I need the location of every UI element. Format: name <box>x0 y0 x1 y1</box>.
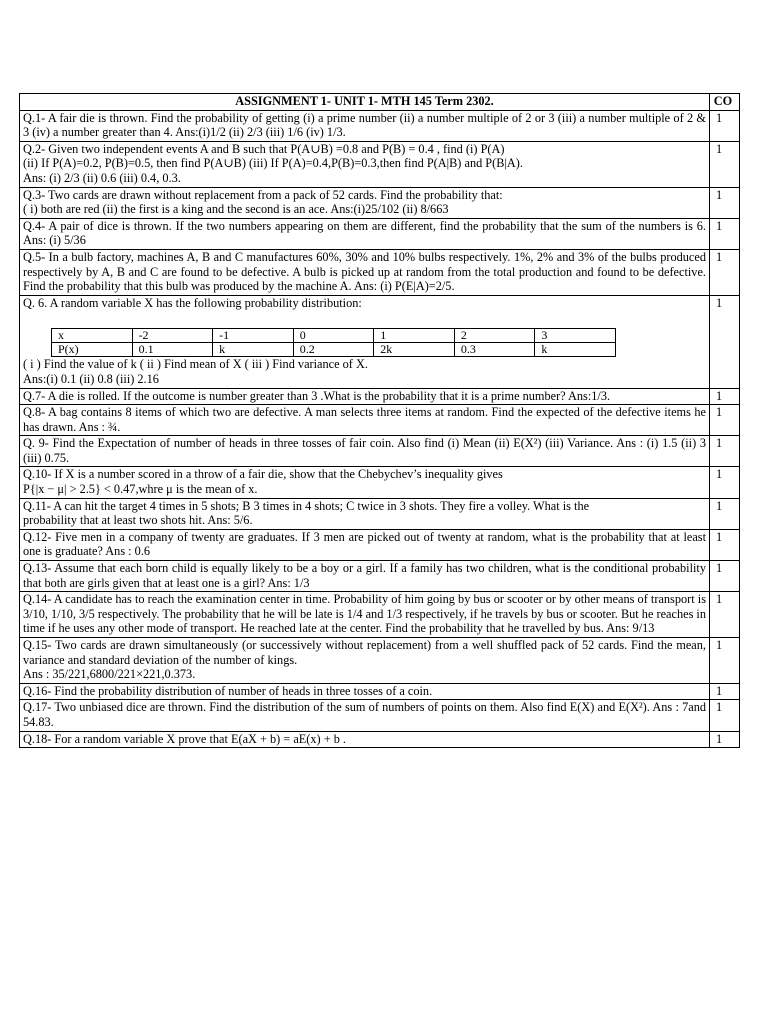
question-cell <box>20 700 710 731</box>
question-row <box>20 561 740 592</box>
question-text: Q.5- In a bulb factory, machines A, B and C manufactures 60%, 30% and 10% bulbs respectively. 1%, 2% and 3% of the bulbs produced respectively by A, B and C are found to be defective. A bulb is picked up at random from the total production and found to be defective. Find the probability that this bulb was produced by the machine A. Ans: (i) P(E|A)=2/5. <box>23 249 706 294</box>
question-row <box>20 700 740 731</box>
question-text: Q.1- A fair die is thrown. Find the probability of getting (i) a prime number (ii) a number multiple of 2 or 3 (iii) a number multiple of 2 & 3 (iv) a number greater than 4. Ans:(i)1/2 (ii) 2/3 (iii) 1/6 (iv) 1/3. <box>23 110 706 140</box>
distribution-cell: k <box>535 343 616 357</box>
question-row <box>20 218 740 249</box>
co-value: 1 <box>710 110 740 141</box>
question-text: Ans: (i) 2/3 (ii) 0.6 (iii) 0.4, 0.3. <box>23 170 181 185</box>
question-text: Q.18- For a random variable X prove that E(aX + b) = aE(x) + b . <box>23 731 347 746</box>
distribution-cell: -1 <box>213 329 294 343</box>
distribution-cell: 2 <box>454 329 535 343</box>
question-text: Q.11- A can hit the target 4 times in 5 shots; B 3 times in 4 shots; C twice in 3 shots. They fire a volley. What is the <box>23 498 590 513</box>
question-cell <box>20 592 710 638</box>
question-row <box>20 592 740 638</box>
question-text: Q.15- Two cards are drawn simultaneously (or successively without replacement) from a well shuffled pack of 52 cards. Find the mean, variance and standard deviation of the number of kings. <box>23 638 706 667</box>
question-text: Q.4- A pair of dice is thrown. If the two numbers appearing on them are different, find the probability that the sum of the numbers is 6. Ans: (i) 5/36 <box>23 218 706 248</box>
question-cell <box>20 388 710 405</box>
co-value: 1 <box>710 467 740 498</box>
question-cell <box>20 529 710 560</box>
distribution-cell: 0 <box>293 329 374 343</box>
question-text: Q.16- Find the probability distribution of number of heads in three tosses of a coin. <box>23 683 433 698</box>
question-row <box>20 498 740 529</box>
distribution-cell: 1 <box>374 329 455 343</box>
table-header-row <box>20 94 740 111</box>
distribution-row <box>52 343 616 357</box>
co-value: 1 <box>710 218 740 249</box>
question-text: P{|x − μ| > 2.5} < 0.47,whre μ is the mean of x. <box>23 482 258 497</box>
distribution-cell: 0.1 <box>132 343 213 357</box>
question-cell <box>20 141 710 187</box>
co-value: 1 <box>710 498 740 529</box>
question-cell <box>20 498 710 529</box>
distribution-cell: -2 <box>132 329 213 343</box>
question-cell <box>20 467 710 498</box>
co-column-header: CO <box>710 94 740 111</box>
question-row <box>20 249 740 295</box>
question-text: Ans:(i) 0.1 (ii) 0.8 (iii) 2.16 <box>23 371 159 386</box>
co-value: 1 <box>710 295 740 388</box>
question-text: (ii) If P(A)=0.2, P(B)=0.5, then find P(A∪B) (iii) If P(A)=0.4,P(B)=0.3,then find P(A|B) and P(B|A). <box>23 156 523 171</box>
co-value: 1 <box>710 249 740 295</box>
question-cell <box>20 405 710 436</box>
question-cell <box>20 187 710 218</box>
assignment-table <box>19 93 740 748</box>
question-row <box>20 436 740 467</box>
assignment-title: ASSIGNMENT 1- UNIT 1- MTH 145 Term 2302. <box>20 94 710 111</box>
question-text: ( i ) Find the value of k ( ii ) Find mean of X ( iii ) Find variance of X. <box>23 357 368 372</box>
question-row <box>20 683 740 700</box>
distribution-cell: x <box>52 329 133 343</box>
question-row <box>20 467 740 498</box>
co-value: 1 <box>710 187 740 218</box>
question-row <box>20 187 740 218</box>
co-value: 1 <box>710 592 740 638</box>
question-text: Q.7- A die is rolled. If the outcome is number greater than 3 .What is the probability that it is a prime number? Ans:1/3. <box>23 388 611 403</box>
co-value: 1 <box>710 731 740 748</box>
co-value: 1 <box>710 405 740 436</box>
distribution-cell: 0.2 <box>293 343 374 357</box>
distribution-row <box>52 329 616 343</box>
question-row <box>20 405 740 436</box>
question-row <box>20 110 740 141</box>
question-cell <box>20 561 710 592</box>
question-text: Ans : 35/221,6800/221×221,0.373. <box>23 667 196 682</box>
question-cell <box>20 110 710 141</box>
question-text: probability that at least two shots hit. Ans: 5/6. <box>23 513 253 528</box>
probability-distribution-table <box>51 328 616 357</box>
question-text: Q. 9- Find the Expectation of number of heads in three tosses of fair coin. Also find (i) Mean (ii) E(X²) (iii) Variance. Ans : (i) 1.5 (ii) 3 (iii) 0.75. <box>23 436 706 465</box>
question-cell <box>20 683 710 700</box>
co-value: 1 <box>710 561 740 592</box>
question-text: Q.12- Five men in a company of twenty are graduates. If 3 men are picked out of twenty at random, what is the probability that at least one is graduate? Ans : 0.6 <box>23 529 706 559</box>
question-text: Q.2- Given two independent events A and B such that P(A∪B) =0.8 and P(B) = 0.4 , find (i) P(A) <box>23 141 505 156</box>
question-row <box>20 638 740 684</box>
question-text: Q.10- If X is a number scored in a throw of a fair die, show that the Chebychev’s inequality gives <box>23 467 503 482</box>
question-cell <box>20 436 710 467</box>
question-cell <box>20 638 710 684</box>
co-value: 1 <box>710 700 740 731</box>
question-cell <box>20 731 710 748</box>
question-row <box>20 388 740 405</box>
question-row <box>20 529 740 560</box>
co-value: 1 <box>710 141 740 187</box>
distribution-cell: P(x) <box>52 343 133 357</box>
question-row <box>20 141 740 187</box>
question-text: Q.14- A candidate has to reach the examination center in time. Probability of him going by bus or scooter or by other means of transport is 3/10, 1/10, 3/5 respectively. The probability that he will be late is 1/4 and 1/3 respectively, if he travels by bus or scooter. But he reaches in time if he uses any other mode of transport. He reached late at the center. Find the probability that he travelled by bus. Ans: 9/13 <box>23 592 706 636</box>
co-value: 1 <box>710 436 740 467</box>
question-text: ( i) both are red (ii) the first is a king and the second is an ace. Ans:(i)25/102 (ii) 8/663 <box>23 202 449 217</box>
question-cell <box>20 249 710 295</box>
distribution-cell: 0.3 <box>454 343 535 357</box>
co-value: 1 <box>710 638 740 684</box>
distribution-cell: 2k <box>374 343 455 357</box>
co-value: 1 <box>710 388 740 405</box>
question-row <box>20 295 740 388</box>
question-cell <box>20 218 710 249</box>
co-value: 1 <box>710 529 740 560</box>
question-row <box>20 731 740 748</box>
question-text: Q.17- Two unbiased dice are thrown. Find the distribution of the sum of numbers of points on them. Also find E(X) and E(X²). Ans : 7and 54.83. <box>23 700 706 729</box>
distribution-cell: 3 <box>535 329 616 343</box>
question-text: Q. 6. A random variable X has the following probability distribution: <box>23 295 362 310</box>
question-cell <box>20 295 710 388</box>
question-text: Q.8- A bag contains 8 items of which two are defective. A man selects three items at random. Find the expected of the defective items he has drawn. Ans : ¾. <box>23 405 706 434</box>
question-text: Q.13- Assume that each born child is equally likely to be a boy or a girl. If a family has two children, what is the conditional probability that both are girls given that at least one is a girl? Ans: 1/3 <box>23 561 706 590</box>
co-value: 1 <box>710 683 740 700</box>
question-text: Q.3- Two cards are drawn without replacement from a pack of 52 cards. Find the probability that: <box>23 187 503 202</box>
distribution-cell: k <box>213 343 294 357</box>
